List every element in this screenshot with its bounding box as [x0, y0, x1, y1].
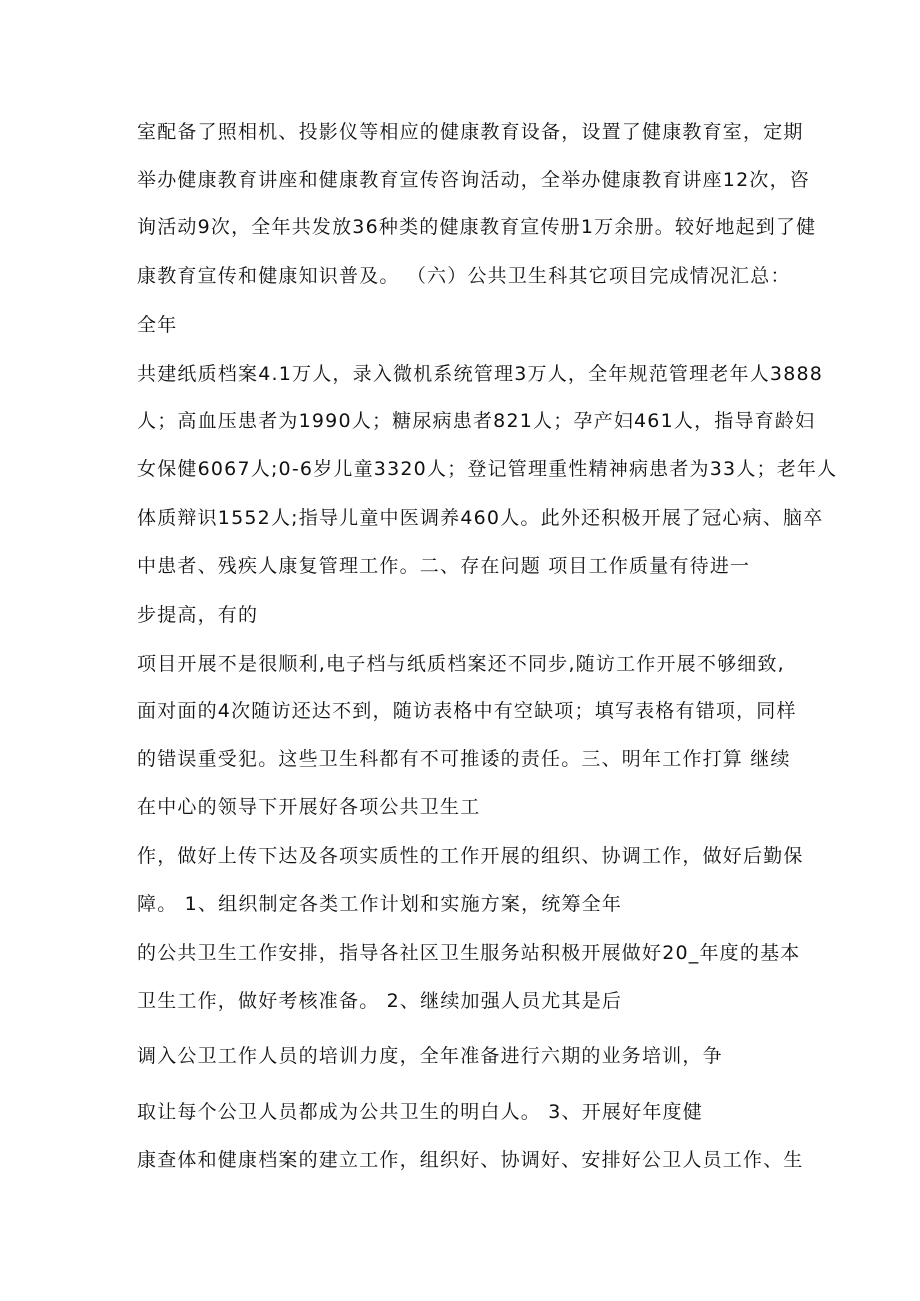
- text-line: 障。 1、组织制定各类工作计划和实施方案，统筹全年: [137, 893, 623, 915]
- text-line: 作，做好上传下达及各项实质性的工作开展的组织、协调工作，做好后勤保: [137, 845, 804, 867]
- text-line: 的公共卫生工作安排，指导各社区卫生服务站积极开展做好20_年度的基本: [137, 942, 801, 964]
- text-line: 共建纸质档案4.1万人，录入微机系统管理3万人，全年规范管理老年人3888: [137, 363, 824, 385]
- text-line: 取让每个公卫人员都成为公共卫生的明白人。 3、开展好年度健: [137, 1101, 703, 1123]
- text-line: 康查体和健康档案的建立工作，组织好、协调好、安排好公卫人员工作、生: [137, 1149, 804, 1171]
- text-line: 中患者、残疾人康复管理工作。二、存在问题 项目工作质量有待进一: [137, 555, 751, 577]
- text-line: 人；高血压患者为1990人；糖尿病患者821人；孕产妇461人，指导育龄妇: [137, 410, 816, 432]
- text-line: 体质辩识1552人;指导儿童中医调养460人。此外还积极开展了冠心病、脑卒: [137, 507, 824, 529]
- text-line: 全年: [137, 314, 178, 336]
- text-line: 步提高，有的: [137, 604, 259, 626]
- text-line: 康教育宣传和健康知识普及。 （六）公共卫生科其它项目完成情况汇总：: [137, 265, 791, 287]
- text-line: 卫生工作，做好考核准备。 2、继续加强人员尤其是后: [137, 990, 623, 1012]
- text-line: 询活动9次，全年共发放36种类的健康教育宣传册1万余册。较好地起到了健: [137, 216, 817, 238]
- text-line: 面对面的4次随访还达不到，随访表格中有空缺项；填写表格有错项，同样: [137, 700, 797, 722]
- text-line: 室配备了照相机、投影仪等相应的健康教育设备，设置了健康教育室，定期: [137, 121, 804, 143]
- text-line: 项目开展不是很顺利,电子档与纸质档案还不同步,随访工作开展不够细致,: [137, 653, 785, 675]
- text-line: 的错误重受犯。这些卫生科都有不可推诿的责任。三、明年工作打算 继续: [137, 748, 791, 770]
- text-line: 举办健康教育讲座和健康教育宣传咨询活动，全举办健康教育讲座12次，咨: [137, 169, 810, 191]
- text-line: 女保健6067人;0-6岁儿童3320人；登记管理重性精神病患者为33人；老年人: [137, 458, 838, 480]
- text-line: 调入公卫工作人员的培训力度，全年准备进行六期的业务培训，争: [137, 1045, 723, 1067]
- text-line: 在中心的领导下开展好各项公共卫生工: [137, 796, 481, 818]
